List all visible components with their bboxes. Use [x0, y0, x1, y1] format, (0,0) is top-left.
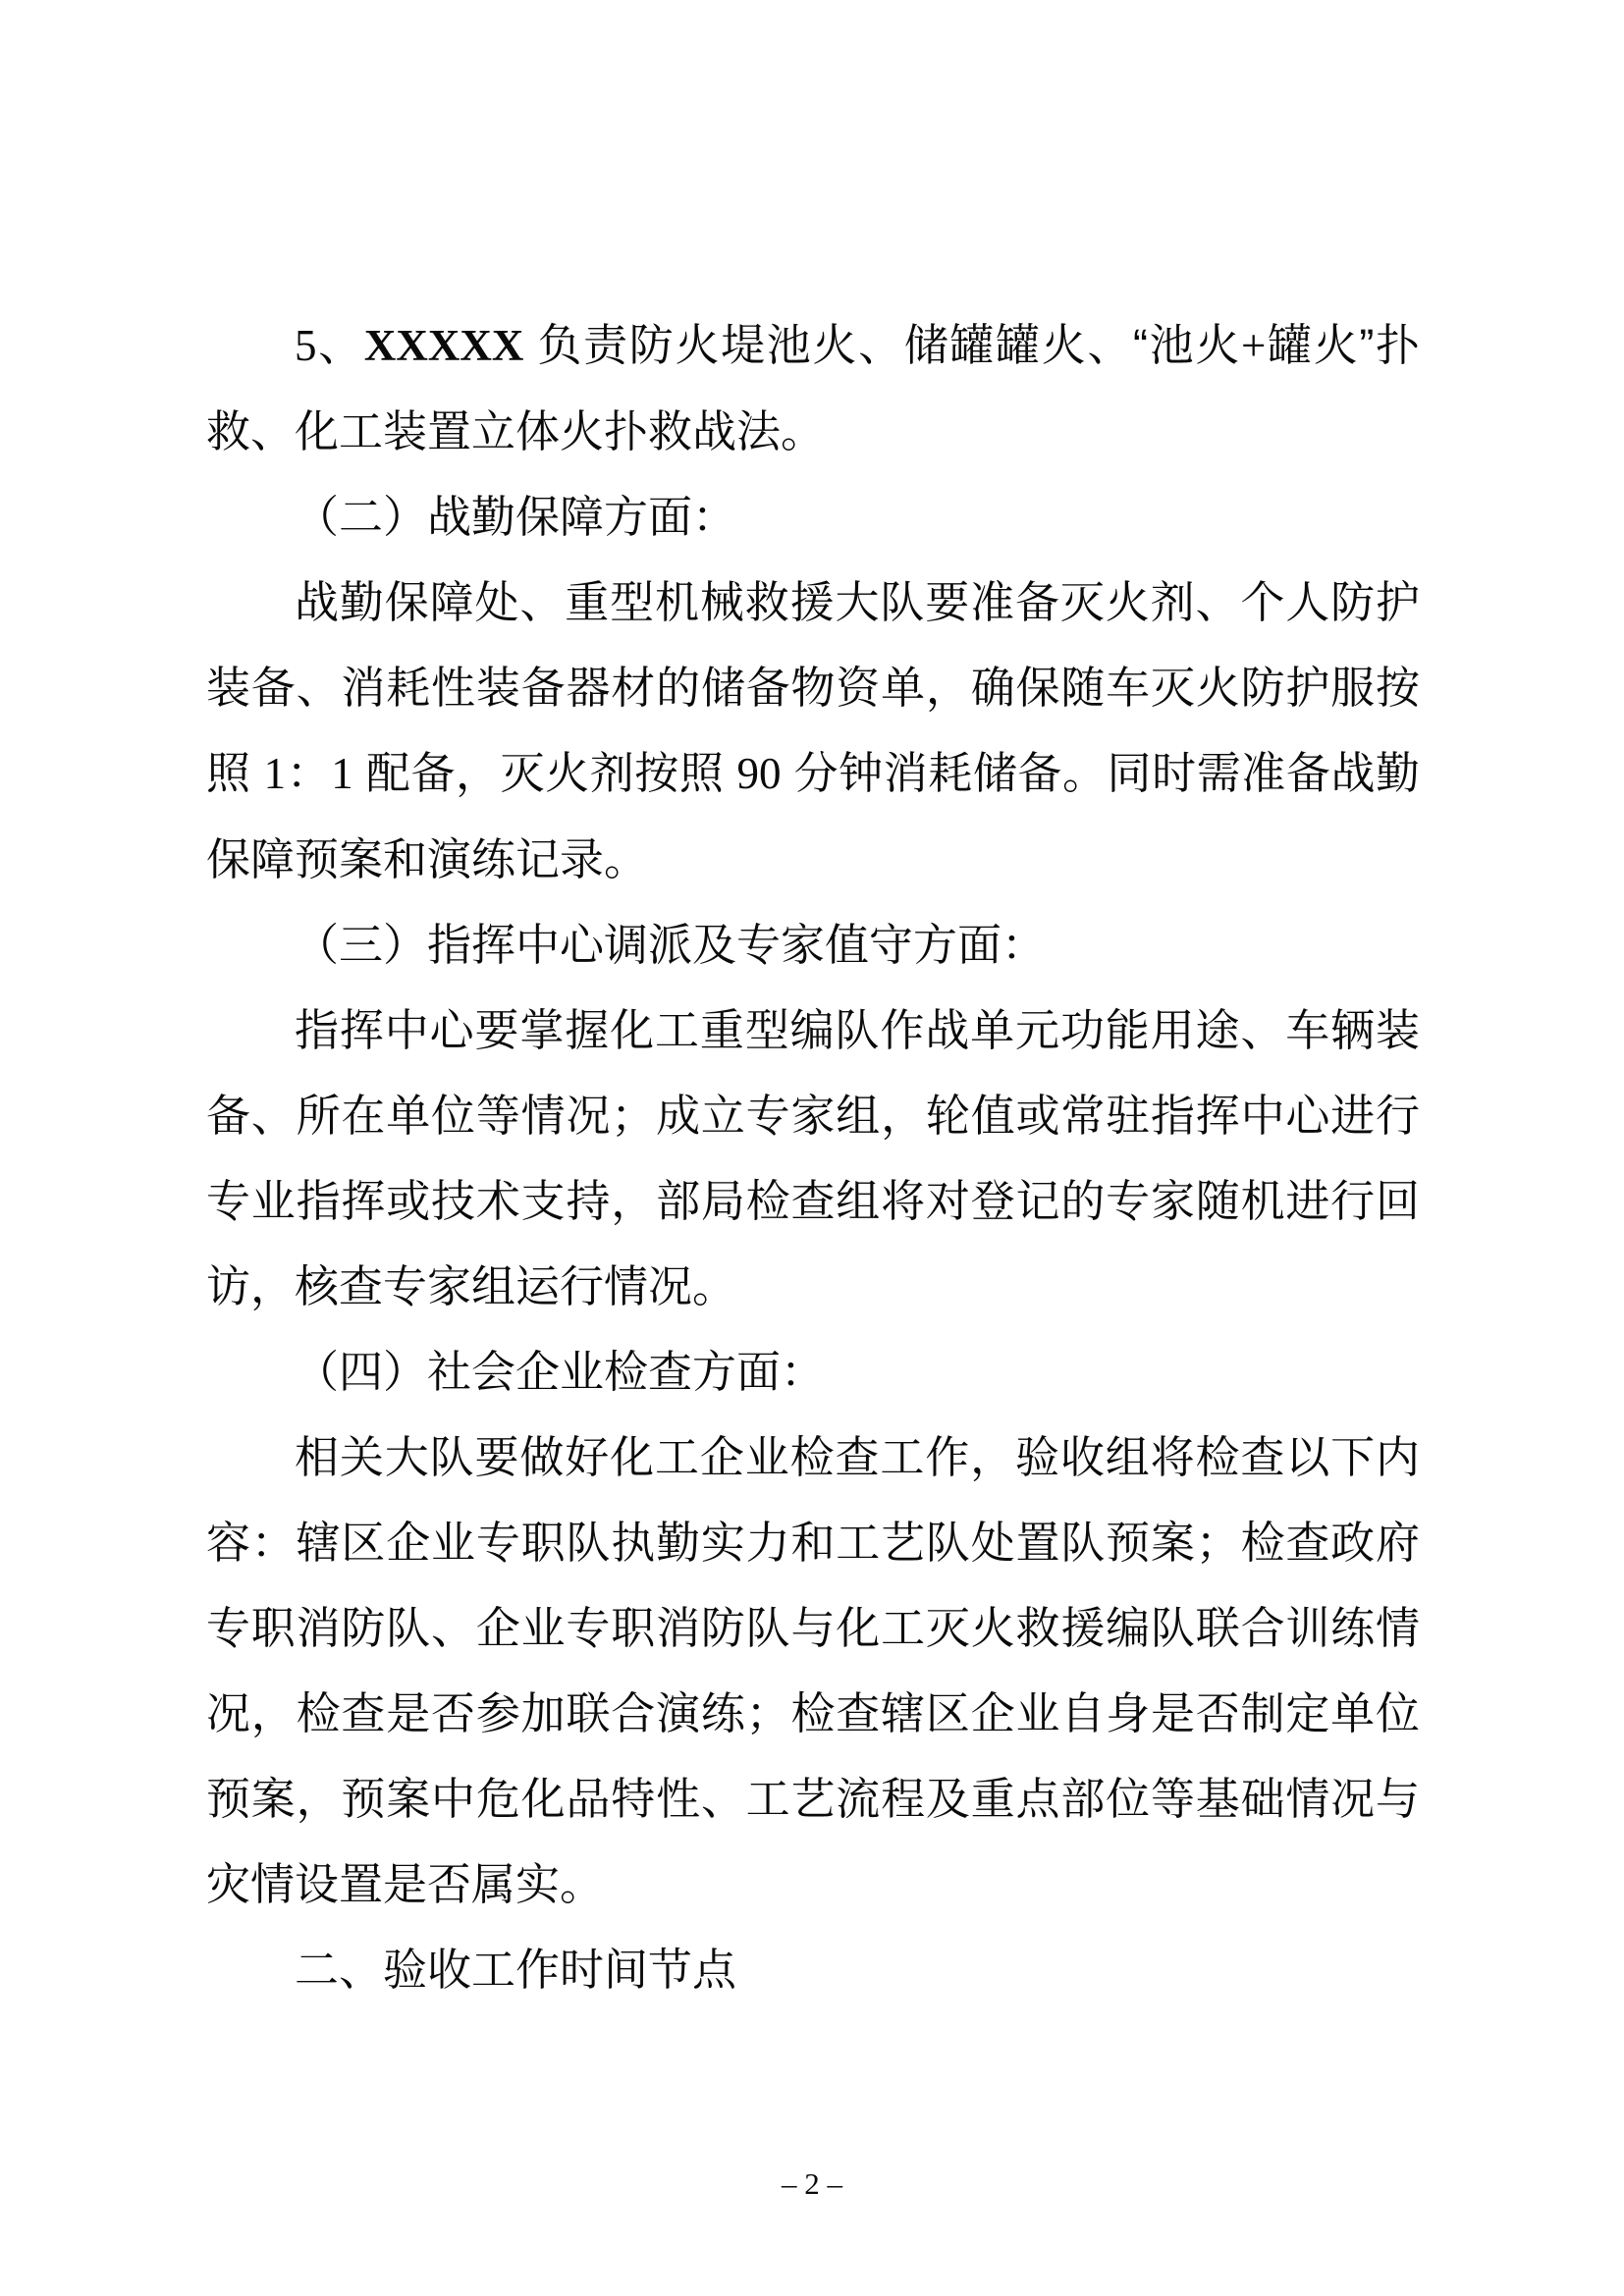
text-run: 1 — [263, 749, 287, 798]
paragraph-zhihui — [206, 988, 1420, 1329]
section-heading-4 — [206, 1329, 1420, 1415]
page-number: – 2 – — [782, 2166, 842, 2201]
text-run: 二、验收工作时间节点 — [295, 1945, 737, 1995]
text-run: ： — [286, 748, 332, 798]
text-run: 相关大队要做好化工企业检查工作，验收组将检查以下内容：辖区企业专职队执勤实力和工艺队处置队预案；检查政府专职消防队、企业专职消防队与化工灭火救援编队联合训练情况，检查是否参加联合演练；检查辖区企业自身是否制定单位预案，预案中危化品特性、工艺流程及重点部位等基础情况与灾情设置是否属实。 — [206, 1432, 1420, 1909]
text-run: 配备，灭火剂按照 — [352, 748, 737, 798]
text-run: 罐火”扑救、化工装置立体火扑救战法。 — [206, 320, 1420, 456]
paragraph-shehui — [206, 1415, 1420, 1927]
text-run: + — [1240, 321, 1267, 370]
paragraph-zhanqin — [206, 560, 1420, 902]
text-run: （二）战勤保障方面： — [295, 492, 737, 542]
text-run: （四）社会企业检查方面： — [295, 1347, 826, 1397]
section-heading-2 — [206, 474, 1420, 560]
text-run: 1 — [331, 749, 353, 798]
section-heading-3 — [206, 902, 1420, 988]
text-run: 战勤保障处、重型机械救援大队要准备灭火剂、个人防护装备、消耗性装备器材的储备物资单，确保随车灭火防护服按照 — [206, 577, 1420, 798]
paragraph-item-5 — [206, 302, 1420, 474]
text-run: 负责防火堤池火、储罐罐火、“池火 — [523, 320, 1241, 370]
text-run: 、 — [316, 320, 364, 370]
text-run: 指挥中心要掌握化工重型编队作战单元功能用途、车辆装备、所在单位等情况；成立专家组，轮值或常驻指挥中心进行专业指挥或技术支持，部局检查组将对登记的专家随机进行回访，核查专家组运行情况。 — [206, 1005, 1420, 1311]
text-run: 5 — [295, 321, 317, 370]
text-run: XXXXX — [363, 321, 524, 370]
document-body — [206, 302, 1420, 2012]
text-run: 90 — [736, 749, 782, 798]
text-run: 分钟消耗储备。同时需准备战勤保障预案和演练记录。 — [206, 748, 1420, 884]
section-heading-main-2 — [206, 1927, 1420, 2012]
text-run: （三）指挥中心调派及专家值守方面： — [295, 920, 1047, 970]
